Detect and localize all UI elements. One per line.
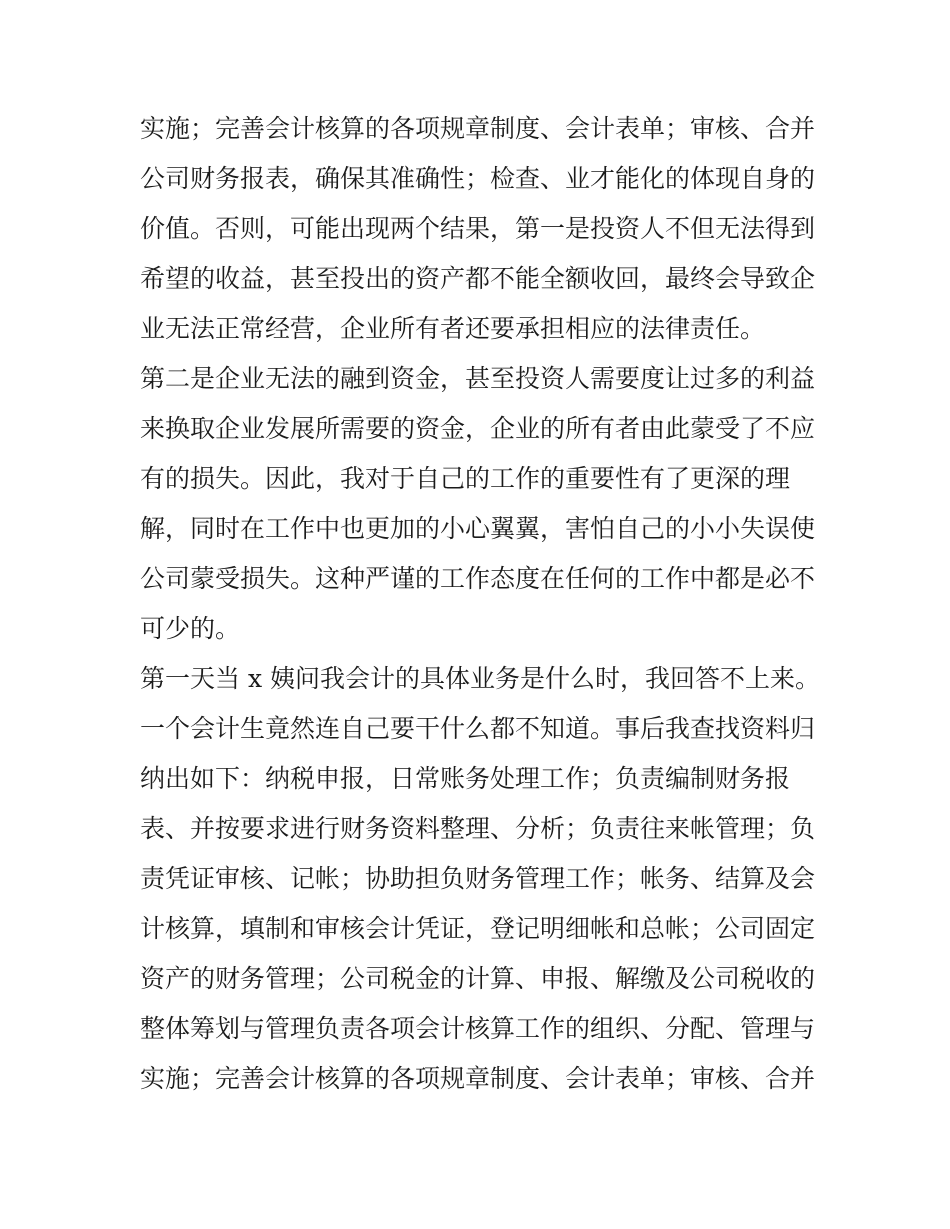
document-body <box>140 104 820 1104</box>
text-line: 有的损失。因此，我对于自己的工作的重要性有了更深的理 <box>140 464 791 493</box>
text-line: 价值。否则，可能出现两个结果，第一是投资人不但无法得到 <box>140 214 816 243</box>
text-line: 纳出如下：纳税申报，日常账务处理工作；负责编制财务报 <box>140 764 791 793</box>
text-line: 公司蒙受损失。这种严谨的工作态度在任何的工作中都是必不 <box>140 564 816 593</box>
text-line: 实施；完善会计核算的各项规章制度、会计表单；审核、合并 <box>140 1064 816 1093</box>
text-line: 公司财务报表，确保其准确性；检查、业才能化的体现自身的 <box>140 164 816 193</box>
text-line: 第二是企业无法的融到资金，甚至投资人需要度让过多的利益 <box>140 364 816 393</box>
text-line: 表、并按要求进行财务资料整理、分析；负责往来帐管理；负 <box>140 814 816 843</box>
text-line: 可少的。 <box>140 614 241 643</box>
text-line: 整体筹划与管理负责各项会计核算工作的组织、分配、管理与 <box>140 1014 816 1043</box>
text-line: 责凭证审核、记帐；协助担负财务管理工作；帐务、结算及会 <box>140 864 816 893</box>
text-line: 来换取企业发展所需要的资金，企业的所有者由此蒙受了不应 <box>140 414 816 443</box>
text-line: 解，同时在工作中也更加的小心翼翼，害怕自己的小小失误使 <box>140 514 816 543</box>
text-line: 资产的财务管理；公司税金的计算、申报、解缴及公司税收的 <box>140 964 816 993</box>
text-line: 业无法正常经营，企业所有者还要承担相应的法律责任。 <box>140 314 766 343</box>
text-line: 一个会计生竟然连自己要干什么都不知道。事后我查找资料归 <box>140 714 816 743</box>
text-line: 实施；完善会计核算的各项规章制度、会计表单；审核、合并 <box>140 114 816 143</box>
text-line: 希望的收益，甚至投出的资产都不能全额收回，最终会导致企 <box>140 264 816 293</box>
text-line: 第一天当 x 姨问我会计的具体业务是什么时，我回答不上来。 <box>140 664 820 693</box>
text-line: 计核算，填制和审核会计凭证，登记明细帐和总帐；公司固定 <box>140 914 816 943</box>
